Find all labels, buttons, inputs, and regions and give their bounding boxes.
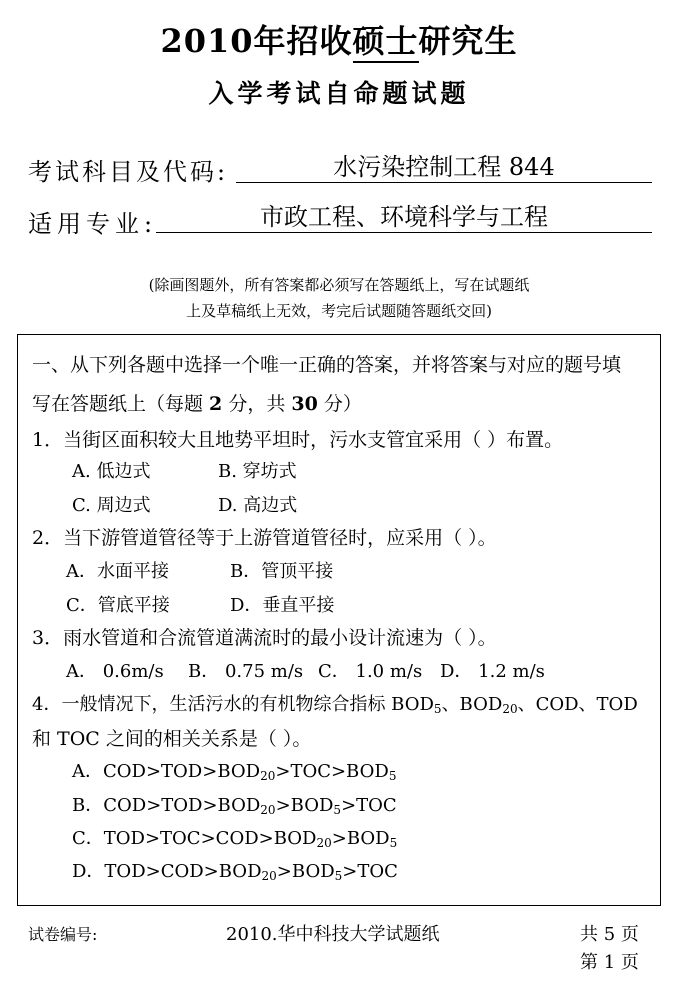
subject-label: 考试科目及代码: — [28, 158, 229, 186]
subject-value: 水污染控制工程 844 — [236, 152, 652, 183]
q1-option-b: B. 穿坊式 — [218, 461, 297, 482]
section-intro-line-1: 一、从下列各题中选择一个唯一正确的答案，并将答案与对应的题号填 — [32, 354, 622, 376]
title-underlined: 硕士 — [353, 22, 419, 63]
q4-option-c: C．$TOD>TOC>COD>BOD_{20}>BOD_5$ — [72, 828, 398, 850]
q1-option-a: A. 低边式 — [72, 461, 151, 482]
question-2: 2．当下游管道管径等于上游管道管径时，应采用（ ）。 — [32, 527, 497, 549]
page-title: 2010年招收硕士研究生 — [0, 16, 678, 62]
major-label: 适用专业: — [28, 210, 158, 238]
q2-option-a: A．水面平接 — [66, 561, 169, 582]
q3-option-b: B． 0.75 m/s — [188, 661, 304, 682]
notice-line-2: 上及草稿纸上无效，考完后试题随答题纸交回) — [186, 302, 492, 320]
question-1: 1．当街区面积较大且地势平坦时，污水支管宜采用（ ）布置。 — [32, 429, 564, 451]
q3-option-a: A． 0.6m/s — [66, 661, 164, 682]
major-value: 市政工程、环境科学与工程 — [156, 202, 652, 233]
q4-option-a: A．$COD>TOD>BOD_{20}>TOC>BOD_5$ — [72, 761, 397, 783]
paper-number-label: 试卷编号: — [28, 925, 98, 944]
question-4: 4．一般情况下，生活污水的有机物综合指标 $BOD_5$、$BOD_{20}$、COD、TOD — [32, 694, 638, 716]
q2-option-c: C．管底平接 — [66, 595, 170, 616]
q2-option-b: B．管顶平接 — [230, 561, 334, 582]
q2-option-d: D．垂直平接 — [230, 595, 335, 616]
question-4-line-2: 和 TOC 之间的相关关系是（ ）。 — [32, 728, 312, 750]
points-total: 30 — [291, 393, 318, 415]
page-number: 第 1 页 — [580, 952, 639, 973]
notice-line-1: (除画图题外，所有答案都必须写在答题纸上，写在试题纸 — [148, 276, 530, 294]
total-pages: 共 5 页 — [580, 924, 639, 945]
question-3: 3．雨水管道和合流管道满流时的最小设计流速为（ ）。 — [32, 627, 497, 649]
q1-option-c: C. 周边式 — [72, 495, 151, 516]
q4-option-d: D．$TOD>COD>BOD_{20}>BOD_5>TOC$ — [72, 861, 398, 883]
footer-center: 2010.华中科技大学试题纸 — [226, 924, 440, 945]
points-each: 2 — [209, 393, 223, 415]
q3-option-d: D． 1.2 m/s — [440, 661, 545, 682]
q4-option-b: B．$COD>TOD>BOD_{20}>BOD_5>TOC$ — [72, 795, 397, 817]
question-box — [17, 334, 661, 906]
q3-option-c: C． 1.0 m/s — [318, 661, 423, 682]
section-intro-line-2: 写在答题纸上（每题 2 分，共 30 分） — [32, 393, 362, 415]
q1-option-d: D. 高边式 — [218, 495, 298, 516]
page-subtitle: 入学考试自命题试题 — [208, 79, 470, 108]
